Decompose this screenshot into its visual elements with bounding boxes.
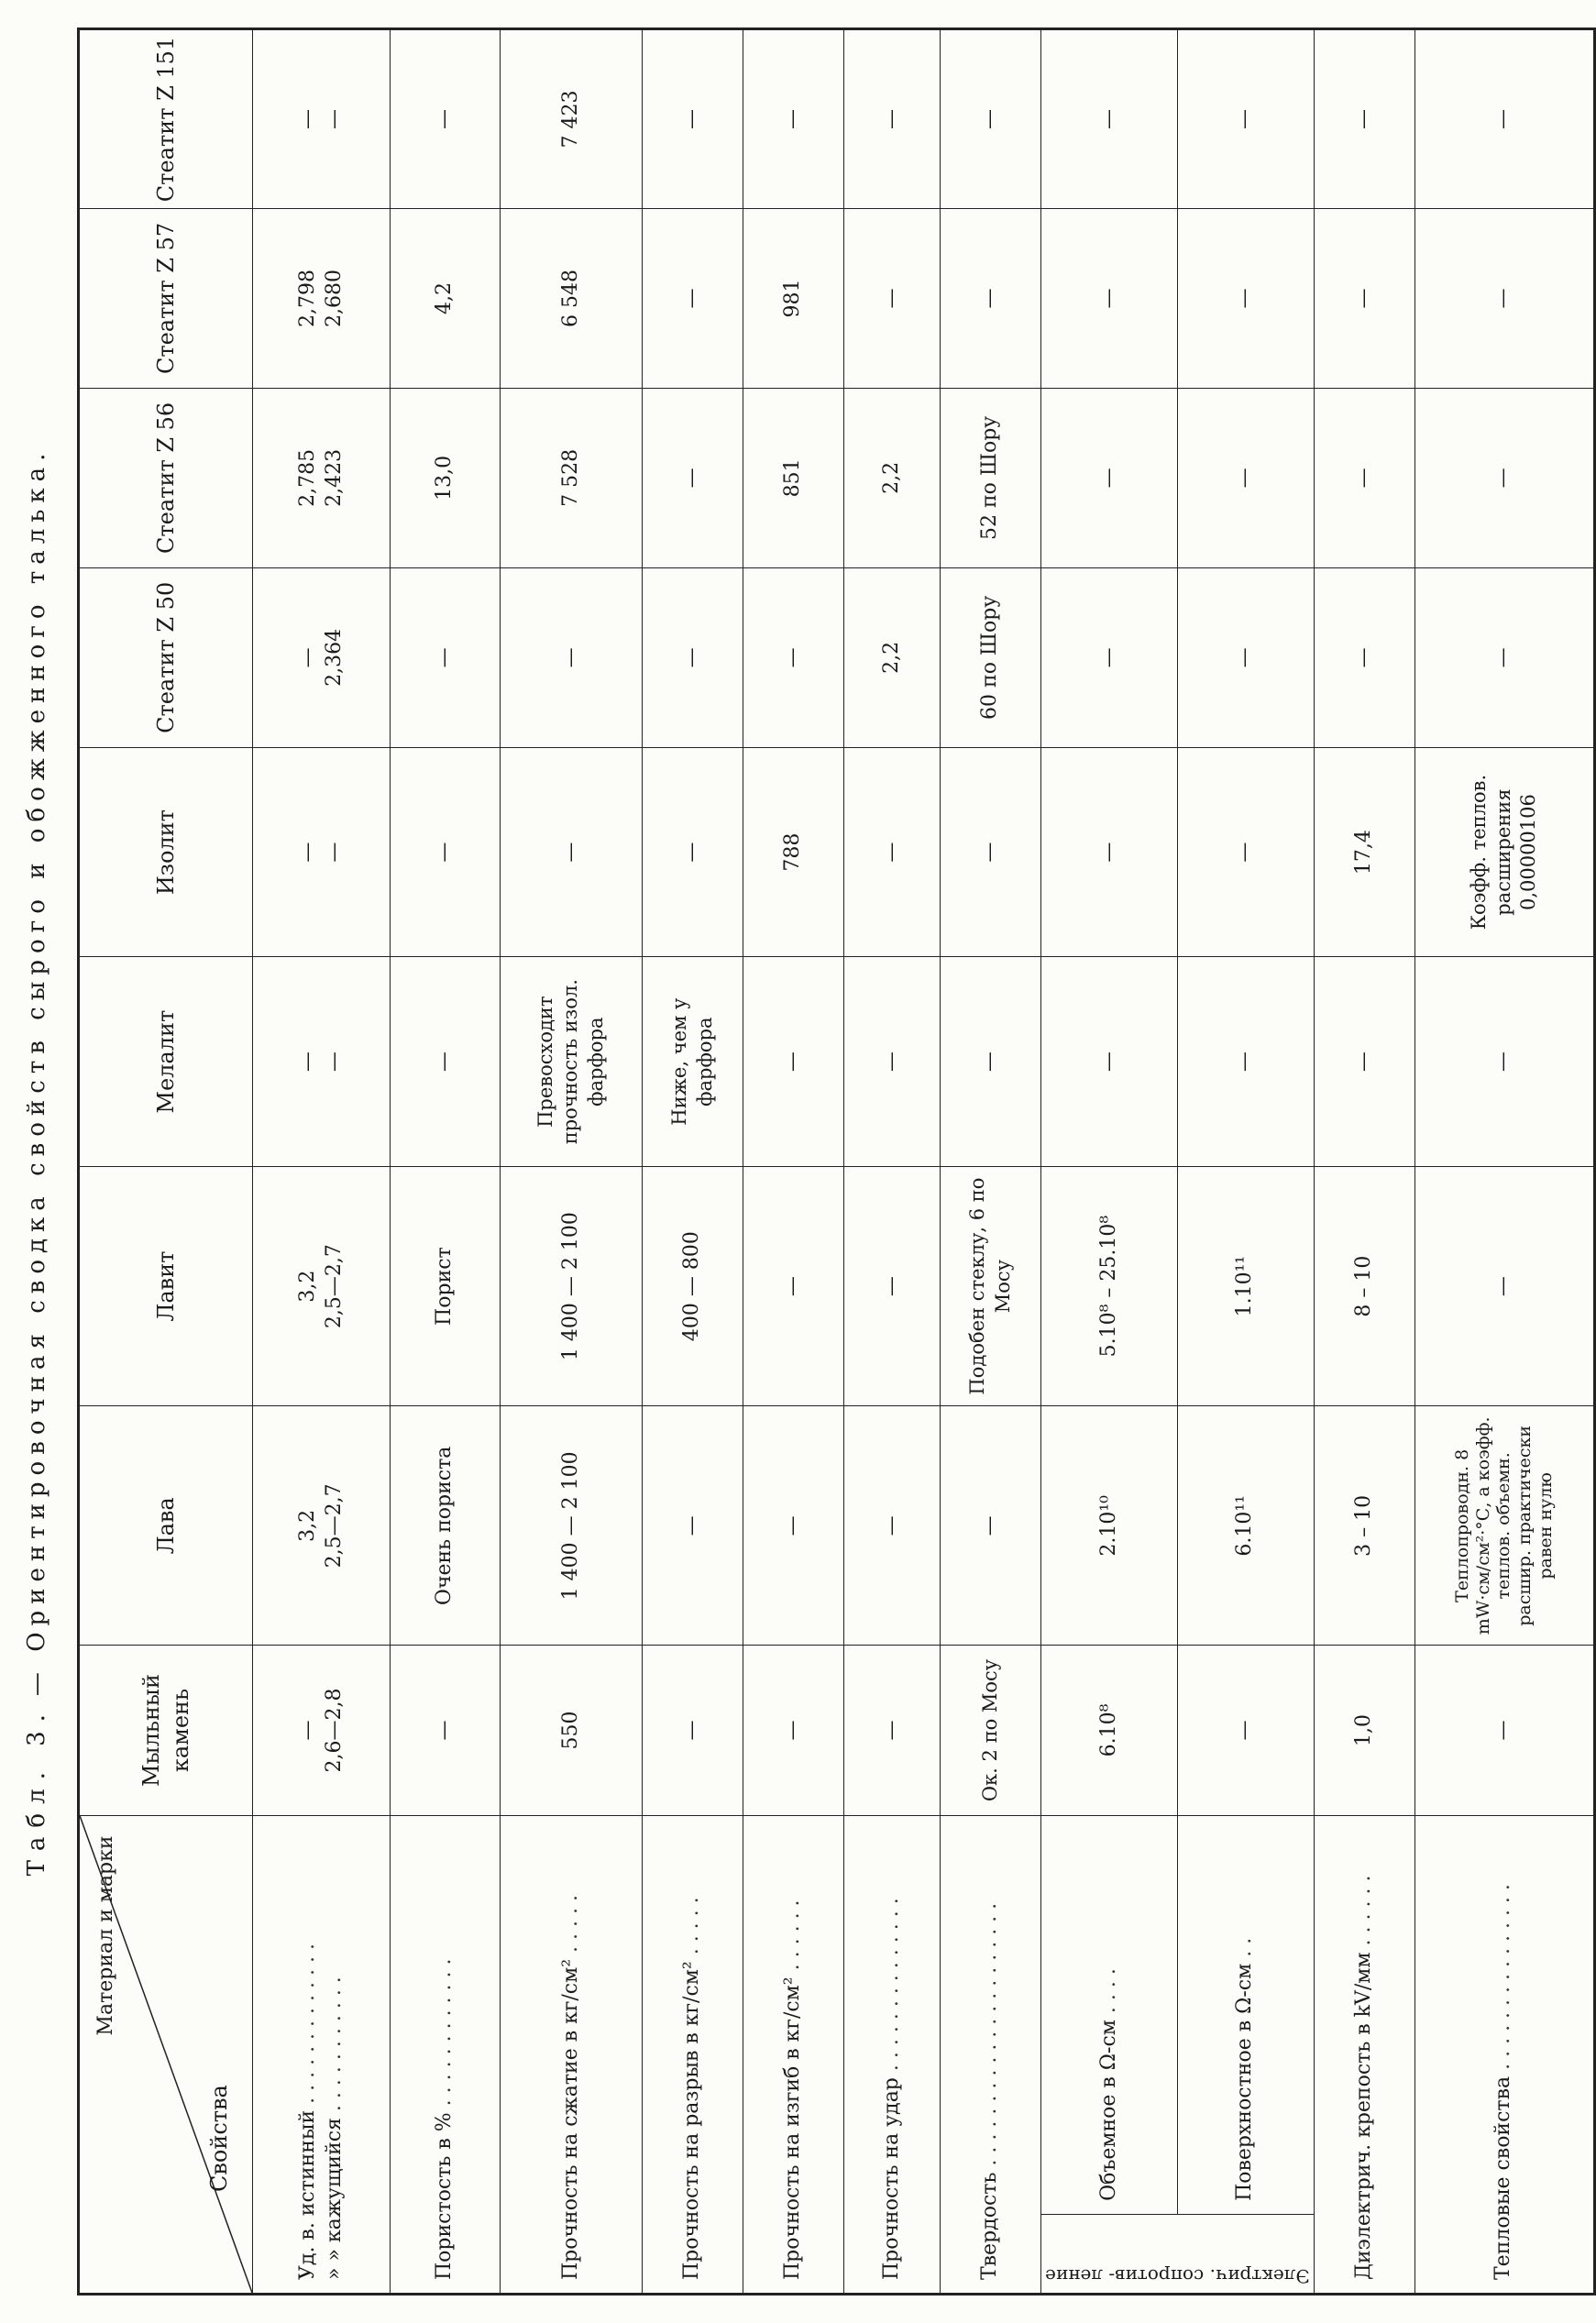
table-cell: — bbox=[844, 1166, 941, 1405]
table-cell: — bbox=[941, 957, 1041, 1167]
table-cell: 2,2 bbox=[844, 567, 941, 747]
table-cell: 981 bbox=[743, 208, 844, 388]
table-cell: — bbox=[844, 1406, 941, 1646]
header-corner-cell bbox=[79, 1815, 253, 2294]
table-cell: — bbox=[643, 1406, 743, 1646]
row-porosity bbox=[391, 29, 501, 2295]
table-cell: — bbox=[1414, 388, 1594, 567]
table-cell: 6 548 bbox=[501, 208, 643, 388]
table-cell: Превосходит прочность изол. фарфора bbox=[501, 957, 643, 1167]
table-cell: — bbox=[1414, 567, 1594, 747]
col-header-lava: Лава bbox=[79, 1406, 253, 1646]
row-label-tension: Прочность на разрыв в кг/см² . . . . . bbox=[643, 1815, 743, 2294]
table-cell: 6.10⁸ bbox=[1041, 1646, 1178, 1815]
row-dielectric bbox=[1314, 29, 1414, 2295]
table-cell: — bbox=[1041, 208, 1178, 388]
table-cell: — 2,364 bbox=[253, 567, 391, 747]
table-cell: — bbox=[844, 1646, 941, 1815]
table-cell: — bbox=[643, 388, 743, 567]
table-cell: — bbox=[1041, 567, 1178, 747]
properties-table bbox=[77, 28, 1596, 2295]
table-cell: — bbox=[643, 567, 743, 747]
table-cell: 3,2 2,5—2,7 bbox=[253, 1406, 391, 1646]
table-cell: 5.10⁸ – 25.10⁸ bbox=[1041, 1166, 1178, 1405]
table-cell: 1.10¹¹ bbox=[1177, 1166, 1314, 1405]
col-header-steatite-z56: Стеатит Z 56 bbox=[79, 388, 253, 567]
table-cell: — bbox=[941, 1406, 1041, 1646]
row-resistance-surface bbox=[1177, 29, 1314, 2295]
table-cell: — bbox=[643, 747, 743, 957]
row-density bbox=[253, 29, 391, 2295]
table-cell: — bbox=[743, 957, 844, 1167]
table-cell: — bbox=[743, 1646, 844, 1815]
table-cell: Коэфф. теплов. расширения 0,00000106 bbox=[1414, 747, 1594, 957]
table-cell: — bbox=[1314, 957, 1414, 1167]
row-group-label-resistance: Электрич. сопротив- ление bbox=[1041, 2214, 1315, 2294]
table-cell: — bbox=[391, 747, 501, 957]
table-cell: — bbox=[391, 957, 501, 1167]
table-cell: — bbox=[1177, 388, 1314, 567]
col-header-izolit: Изолит bbox=[79, 747, 253, 957]
table-cell: — bbox=[844, 747, 941, 957]
table-cell: 6.10¹¹ bbox=[1177, 1406, 1314, 1646]
table-cell: — bbox=[1414, 208, 1594, 388]
table-cell: — bbox=[1414, 957, 1594, 1167]
table-cell: — bbox=[941, 29, 1041, 209]
table-cell: Ок. 2 по Мосу bbox=[941, 1646, 1041, 1815]
row-label-compression: Прочность на сжатие в кг/см² . . . . . bbox=[501, 1815, 643, 2294]
row-label-bending: Прочность на изгиб в кг/см² . . . . . . bbox=[743, 1815, 844, 2294]
table-cell: — bbox=[743, 567, 844, 747]
table-cell: — bbox=[941, 208, 1041, 388]
table-cell: — bbox=[844, 957, 941, 1167]
table-cell: 788 bbox=[743, 747, 844, 957]
corner-properties-label: Свойства bbox=[205, 2085, 232, 2192]
table-cell: — bbox=[1414, 1646, 1594, 1815]
table-cell: 1,0 bbox=[1314, 1646, 1414, 1815]
table-cell: — — bbox=[253, 747, 391, 957]
table-cell: — bbox=[1177, 1646, 1314, 1815]
table-cell: — — bbox=[253, 957, 391, 1167]
table-cell: 550 bbox=[501, 1646, 643, 1815]
table-cell: Теплопроводн. 8 mW·см/см²·°С, а коэфф. теплов. объемн. расшир. практически равен нулю bbox=[1414, 1406, 1594, 1646]
table-cell: — — bbox=[253, 29, 391, 209]
table-cell: 60 по Шору bbox=[941, 567, 1041, 747]
table-cell: — bbox=[1314, 29, 1414, 209]
table-cell: 2,2 bbox=[844, 388, 941, 567]
table-cell: 8 – 10 bbox=[1314, 1166, 1414, 1405]
table-cell: — bbox=[391, 1646, 501, 1815]
col-header-steatite-z50: Стеатит Z 50 bbox=[79, 567, 253, 747]
table-cell: Ниже, чем у фарфора bbox=[643, 957, 743, 1167]
row-impact bbox=[844, 29, 941, 2295]
row-tension bbox=[643, 29, 743, 2295]
row-label-dielectric: Диэлектрич. крепость в kV/мм . . . . . . bbox=[1314, 1815, 1414, 2294]
row-label-impact: Прочность на удар . . . . . . . . . . . . . . bbox=[844, 1815, 941, 2294]
table-cell: — bbox=[1314, 567, 1414, 747]
caption-title: — Ориентировочная сводка свойств сырого и обожженного талька. bbox=[23, 446, 50, 1697]
table-cell: 2.10¹⁰ bbox=[1041, 1406, 1178, 1646]
table-cell: — bbox=[501, 747, 643, 957]
col-header-steatite-z151: Стеатит Z 151 bbox=[79, 29, 253, 209]
table-cell: Подобен стеклу, 6 по Мосу bbox=[941, 1166, 1041, 1405]
row-label-volume-resistance: Объемное в Ω-см . . . . bbox=[1041, 1815, 1178, 2214]
table-cell: 2,798 2,680 bbox=[253, 208, 391, 388]
table-cell: — bbox=[1041, 747, 1178, 957]
table-cell: 2,785 2,423 bbox=[253, 388, 391, 567]
table-cell: — bbox=[1414, 1166, 1594, 1405]
table-cell: 7 528 bbox=[501, 388, 643, 567]
table-cell: 7 423 bbox=[501, 29, 643, 209]
table-cell: — bbox=[501, 567, 643, 747]
row-hardness bbox=[941, 29, 1041, 2295]
table-cell: — bbox=[1041, 388, 1178, 567]
table-cell: — bbox=[1314, 208, 1414, 388]
row-thermal bbox=[1414, 29, 1594, 2295]
table-cell: — bbox=[844, 29, 941, 209]
table-cell: 17,4 bbox=[1314, 747, 1414, 957]
table-cell: — bbox=[941, 747, 1041, 957]
table-cell: — bbox=[1414, 29, 1594, 209]
table-cell: — bbox=[1177, 29, 1314, 209]
row-resistance-volume bbox=[1041, 29, 1178, 2295]
table-cell: 3,2 2,5—2,7 bbox=[253, 1166, 391, 1405]
table-caption bbox=[0, 0, 73, 2323]
table-cell: 1 400 — 2 100 bbox=[501, 1406, 643, 1646]
table-cell: — bbox=[391, 29, 501, 209]
col-header-lavit: Лавит bbox=[79, 1166, 253, 1405]
corner-materials-label: Материал и марки bbox=[94, 1835, 117, 2036]
col-header-melalit: Мелалит bbox=[79, 957, 253, 1167]
table-cell: 3 – 10 bbox=[1314, 1406, 1414, 1646]
table-cell: 1 400 — 2 100 bbox=[501, 1166, 643, 1405]
table-cell: 13,0 bbox=[391, 388, 501, 567]
col-header-steatite-z57: Стеатит Z 57 bbox=[79, 208, 253, 388]
table-cell: 851 bbox=[743, 388, 844, 567]
row-label-density: Уд. в. истинный . . . . . . . . . . . . . » » кажущийся . . . . . . . . . . . bbox=[253, 1815, 391, 2294]
table-cell: — bbox=[1041, 957, 1178, 1167]
row-compression bbox=[501, 29, 643, 2295]
table-cell: — bbox=[643, 1646, 743, 1815]
caption-label: Табл. 3. bbox=[23, 1705, 50, 1877]
col-header-soapstone: Мыльный камень bbox=[79, 1646, 253, 1815]
table-cell: — bbox=[643, 208, 743, 388]
table-cell: — bbox=[391, 567, 501, 747]
table-cell: — bbox=[743, 1406, 844, 1646]
table-cell: Порист bbox=[391, 1166, 501, 1405]
table-cell: — bbox=[743, 29, 844, 209]
row-label-thermal: Тепловые свойства . . . . . . . . . . . . . . . bbox=[1414, 1815, 1594, 2294]
table-cell: — bbox=[1041, 29, 1178, 209]
row-bending bbox=[743, 29, 844, 2295]
table-cell: — bbox=[1177, 208, 1314, 388]
table-cell: — bbox=[1177, 957, 1314, 1167]
table-cell: — bbox=[743, 1166, 844, 1405]
row-label-hardness: Твердость . . . . . . . . . . . . . . . . . . . . . bbox=[941, 1815, 1041, 2294]
table-cell: — bbox=[1314, 388, 1414, 567]
table-cell: — 2,6—2,8 bbox=[253, 1646, 391, 1815]
row-label-surface-resistance: Поверхностное в Ω-см . . bbox=[1177, 1815, 1314, 2214]
table-cell: 4,2 bbox=[391, 208, 501, 388]
table-cell: — bbox=[1177, 747, 1314, 957]
table-cell: — bbox=[1177, 567, 1314, 747]
table-cell: — bbox=[844, 208, 941, 388]
table-cell: 400 — 800 bbox=[643, 1166, 743, 1405]
row-label-porosity: Пористость в % . . . . . . . . . . . . bbox=[391, 1815, 501, 2294]
table-cell: — bbox=[643, 29, 743, 209]
table-cell: Очень пориста bbox=[391, 1406, 501, 1646]
table-cell: 52 по Шору bbox=[941, 388, 1041, 567]
header-row bbox=[79, 29, 253, 2295]
